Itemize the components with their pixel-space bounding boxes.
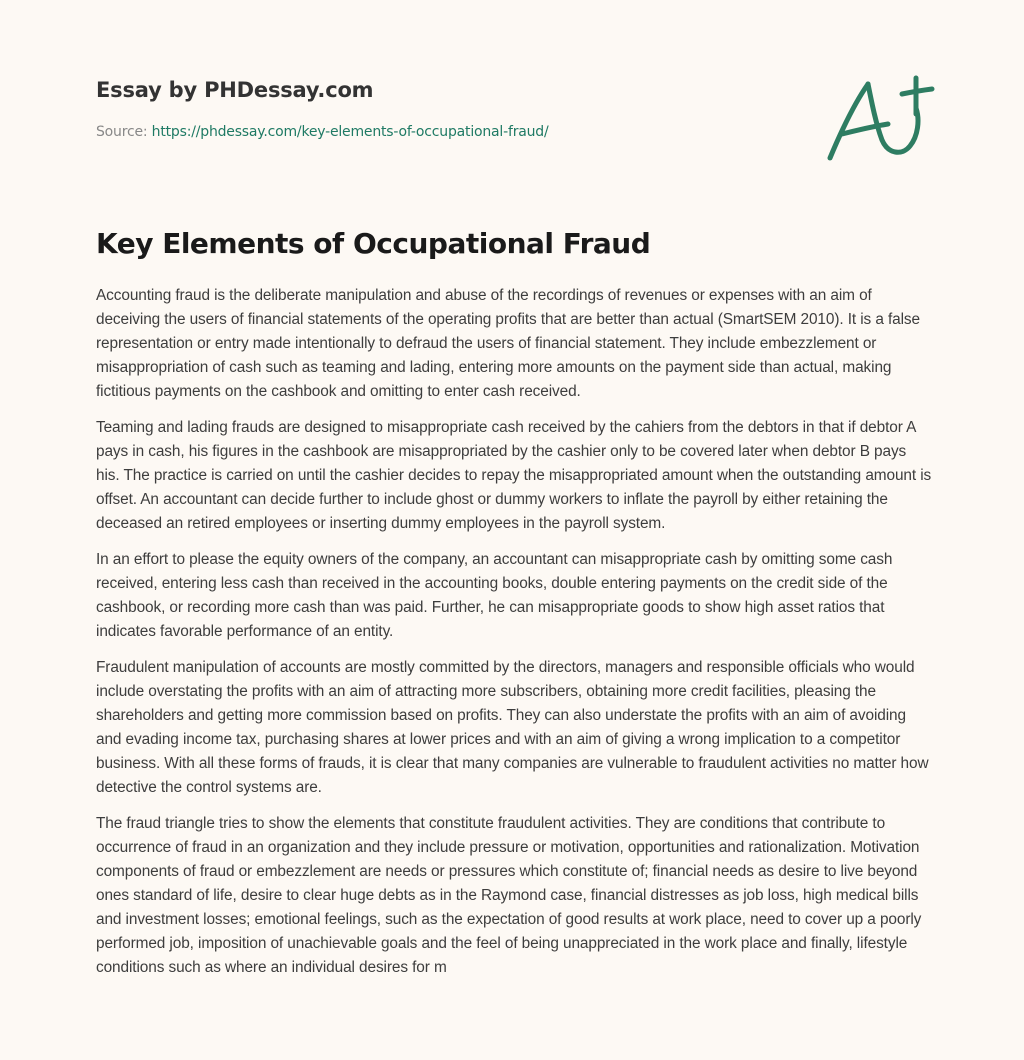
paragraph: In an effort to please the equity owners of the company, an accountant can misappropriate cash by omitting some cash received, entering less cash than received in the accounting books, double entering payments on the credit side of the cashbook, or recording more cash than was paid. Further, he can misappropriate goods to show high asset ratios that indicates favorable performance of an entity. [96, 551, 893, 640]
page-header [96, 76, 936, 142]
brand-title: Essay by PHDessay.com [96, 78, 374, 102]
paragraph: Teaming and lading frauds are designed to misappropriate cash received by the cahiers from the debtors in that if debtor A pays in cash, his figures in the cashbook are misappropriated by the cashier only to be covered later when debtor B pays his. The practice is carried on until the cashier decides to repay the misappropriated amount when the outstanding amount is offset. An accountant can decide further to include ghost or dummy workers to inflate the payroll by either retaining the deceased an retired employees or inserting dummy employees in the payroll system. [96, 419, 932, 532]
article-body [96, 284, 932, 992]
source-link[interactable]: https://phdessay.com/key-elements-of-occupational-fraud/ [151, 124, 549, 140]
source-label: Source: [96, 124, 148, 140]
paragraph: The fraud triangle tries to show the elements that constitute fraudulent activities. They are conditions that contribute to occurrence of fraud in an organization and they include pressure or motivation, opportunities and rationalization. Motivation components of fraud or embezzlement are needs or pressures which constitute of; financial needs as desire to live beyond ones standard of life, desire to clear huge debts as in the Raymond case, financial distresses as job loss, high medical bills and investment losses; emotional feelings, such as the expectation of good results at work place, need to cover up a poorly performed job, imposition of unachievable goals and the feel of being unappreciated in the work place and finally, lifestyle conditions such as where an individual desires for m [96, 815, 922, 976]
paragraph: Accounting fraud is the deliberate manipulation and abuse of the recordings of revenues or expenses with an aim of deceiving the users of financial statements of the operating profits that are better than actual (SmartSEM 2010). It is a false representation or entry made intentionally to defraud the users of financial statement. They include embezzlement or misappropriation of cash such as teaming and lading, entering more amounts on the payment side than actual, making fictitious payments on the cashbook and omitting to enter cash received. [96, 287, 920, 400]
source-line [96, 122, 936, 142]
article-title: Key Elements of Occupational Fraud [96, 227, 651, 260]
a-plus-grade-icon [818, 64, 938, 174]
paragraph: Fraudulent manipulation of accounts are mostly committed by the directors, managers and responsible officials who would include overstating the profits with an aim of attracting more subscribers, obtaining more credit facilities, pleasing the shareholders and getting more commission based on profits. They can also understate the profits with an aim of avoiding and evading income tax, purchasing shares at lower prices and with an aim of giving a wrong implication to a competitor business. With all these forms of frauds, it is clear that many companies are vulnerable to fraudulent activities no matter how detective the control systems are. [96, 659, 929, 796]
